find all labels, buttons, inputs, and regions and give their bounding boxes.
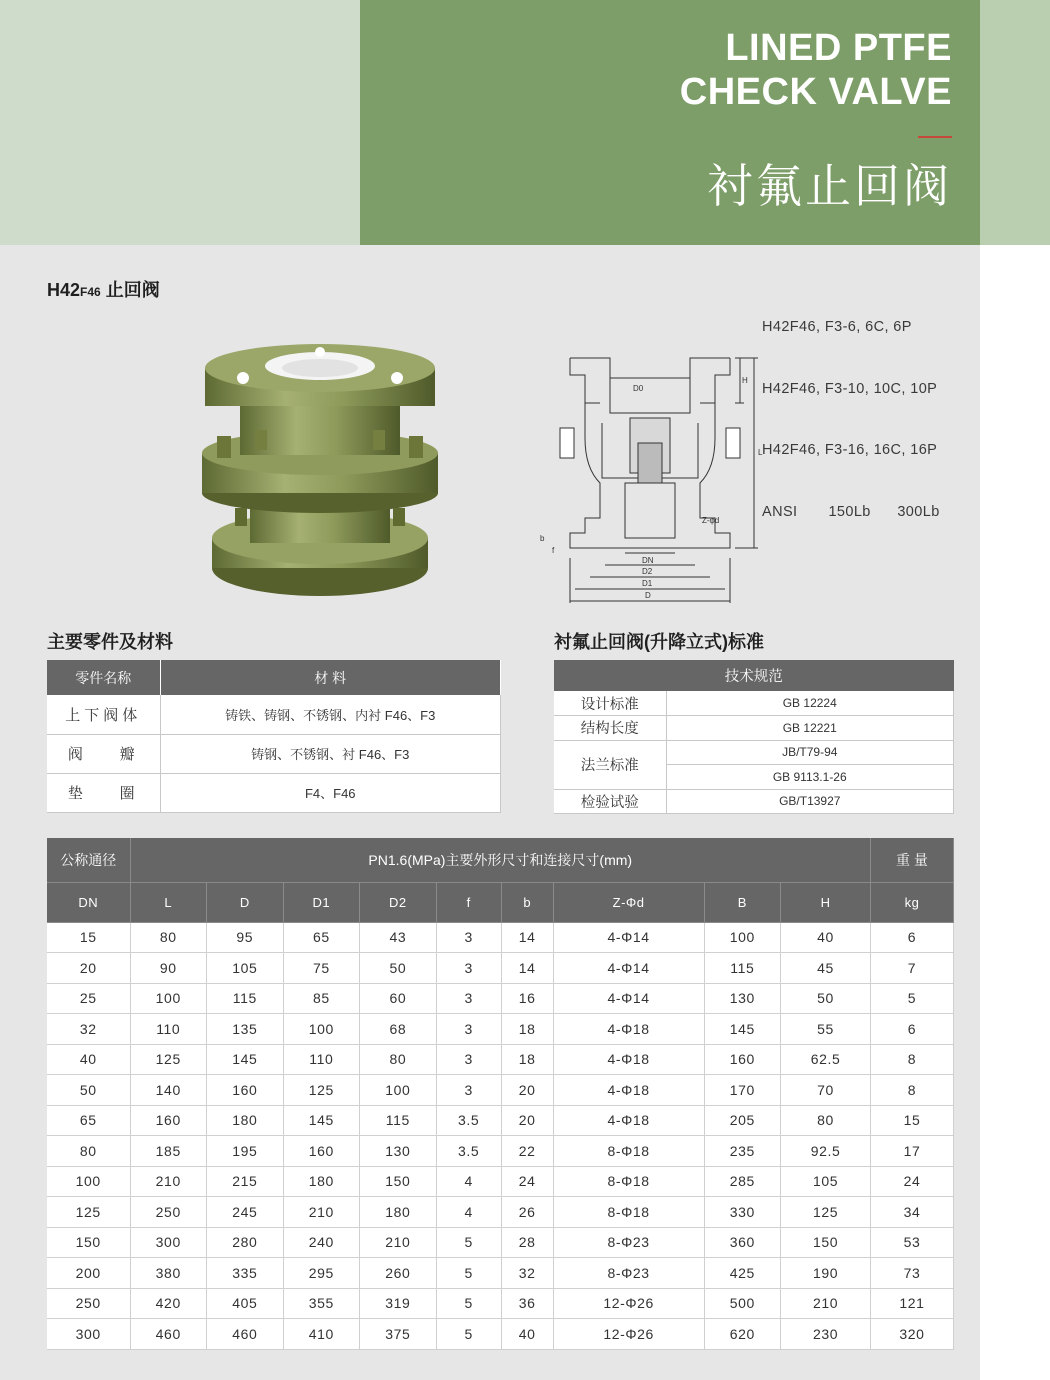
table-row xyxy=(47,695,501,734)
table-row xyxy=(554,789,954,814)
model-variant: H42F46, F3-10, 10C, 10P xyxy=(762,380,938,397)
model-title-sub: F46 xyxy=(80,285,101,299)
dims-cell: 130 xyxy=(704,983,781,1014)
dims-cell: 40 xyxy=(47,1044,130,1075)
dims-cell: 150 xyxy=(781,1227,871,1258)
dims-cell: 360 xyxy=(704,1227,781,1258)
dims-cell: 100 xyxy=(360,1075,437,1106)
dims-cell: 420 xyxy=(130,1288,207,1319)
dims-cell: 100 xyxy=(283,1014,360,1045)
dims-cell: 190 xyxy=(781,1258,871,1289)
dims-cell: 50 xyxy=(781,983,871,1014)
dims-cell: 40 xyxy=(501,1319,553,1350)
dims-cell: 80 xyxy=(781,1105,871,1136)
dims-cell: 20 xyxy=(501,1075,553,1106)
dims-cell: 5 xyxy=(436,1258,501,1289)
dims-cell: 20 xyxy=(47,953,130,984)
dims-cell: 205 xyxy=(704,1105,781,1136)
dims-cell: 85 xyxy=(283,983,360,1014)
dims-column-row xyxy=(47,882,954,922)
dims-cell: 4 xyxy=(436,1197,501,1228)
dims-cell: 7 xyxy=(871,953,954,984)
dims-cell: 500 xyxy=(704,1288,781,1319)
dims-cell: 210 xyxy=(360,1227,437,1258)
standard-value: GB 12224 xyxy=(666,691,954,716)
dims-cell: 80 xyxy=(130,922,207,953)
dims-cell: 68 xyxy=(360,1014,437,1045)
model-title-tail: 止回阀 xyxy=(100,280,160,300)
dims-cell: 100 xyxy=(47,1166,130,1197)
table-row xyxy=(47,922,954,953)
dims-cell: 140 xyxy=(130,1075,207,1106)
dims-cell: 5 xyxy=(436,1288,501,1319)
dims-cell: 70 xyxy=(781,1075,871,1106)
label-b: b xyxy=(540,534,545,543)
dims-cell: 330 xyxy=(704,1197,781,1228)
standard-value: GB 9113.1-26 xyxy=(666,765,954,790)
parts-header-name: 零件名称 xyxy=(47,660,160,695)
dims-header-right: 重 量 xyxy=(871,838,954,882)
dims-cell: 5 xyxy=(436,1227,501,1258)
part-material: 铸钢、不锈钢、衬 F46、F3 xyxy=(160,734,501,773)
dims-cell: 319 xyxy=(360,1288,437,1319)
dims-cell: 300 xyxy=(47,1319,130,1350)
dims-cell: 3.5 xyxy=(436,1136,501,1167)
dims-cell: 195 xyxy=(207,1136,284,1167)
dims-cell: 25 xyxy=(47,983,130,1014)
dims-cell: 3 xyxy=(436,1014,501,1045)
dims-cell: 80 xyxy=(360,1044,437,1075)
dims-cell: 260 xyxy=(360,1258,437,1289)
dims-cell: 15 xyxy=(871,1105,954,1136)
dims-cell: 110 xyxy=(283,1044,360,1075)
dims-cell: 36 xyxy=(501,1288,553,1319)
label-dn: DN xyxy=(642,556,654,565)
dims-cell: 17 xyxy=(871,1136,954,1167)
standard-value: GB 12221 xyxy=(666,716,954,741)
title-en-line2: CHECK VALVE xyxy=(679,71,952,113)
table-row xyxy=(47,1014,954,1045)
dims-cell: 170 xyxy=(704,1075,781,1106)
table-row xyxy=(47,1288,954,1319)
dims-cell: 180 xyxy=(283,1166,360,1197)
standard-label: 结构长度 xyxy=(554,716,666,741)
label-h: H xyxy=(742,376,748,385)
title-divider xyxy=(918,136,952,138)
standard-label: 法兰标准 xyxy=(554,740,666,789)
dims-cell: 3 xyxy=(436,953,501,984)
dims-cell: 285 xyxy=(704,1166,781,1197)
dims-cell: 65 xyxy=(47,1105,130,1136)
dims-cell: 145 xyxy=(283,1105,360,1136)
dims-cell: 160 xyxy=(704,1044,781,1075)
dims-cell: 8-Φ18 xyxy=(553,1166,704,1197)
table-row xyxy=(47,1258,954,1289)
dims-cell: 125 xyxy=(781,1197,871,1228)
dims-cell: 32 xyxy=(47,1014,130,1045)
table-row xyxy=(47,1136,954,1167)
dims-cell: 160 xyxy=(207,1075,284,1106)
part-material: F4、F46 xyxy=(160,773,501,812)
title-en xyxy=(680,26,952,114)
dims-cell: 8-Φ23 xyxy=(553,1227,704,1258)
dims-cell: 115 xyxy=(360,1105,437,1136)
standard-label: 检验试验 xyxy=(554,789,666,814)
dims-cell: 250 xyxy=(47,1288,130,1319)
dims-column-header: H xyxy=(781,882,871,922)
dims-column-header: B xyxy=(704,882,781,922)
dims-cell: 18 xyxy=(501,1014,553,1045)
dims-cell: 425 xyxy=(704,1258,781,1289)
dims-cell: 32 xyxy=(501,1258,553,1289)
dims-cell: 210 xyxy=(781,1288,871,1319)
dims-cell: 14 xyxy=(501,953,553,984)
dims-cell: 4-Φ18 xyxy=(553,1105,704,1136)
dims-cell: 125 xyxy=(130,1044,207,1075)
dims-cell: 50 xyxy=(47,1075,130,1106)
dims-cell: 28 xyxy=(501,1227,553,1258)
dims-cell: 8 xyxy=(871,1075,954,1106)
standard-label: 设计标准 xyxy=(554,691,666,716)
parts-table xyxy=(47,660,501,813)
table-row xyxy=(47,983,954,1014)
dims-cell: 92.5 xyxy=(781,1136,871,1167)
standard-section-title: 衬氟止回阀(升降立式)标准 xyxy=(554,632,764,652)
dims-cell: 3 xyxy=(436,1044,501,1075)
part-name: 上下阀体 xyxy=(47,695,160,734)
table-row xyxy=(47,1319,954,1350)
table-row xyxy=(47,1197,954,1228)
model-variant: ANSI 150Lb 300Lb xyxy=(762,503,940,520)
dims-cell: 4-Φ18 xyxy=(553,1075,704,1106)
header-right-panel xyxy=(980,0,1050,245)
dims-cell: 3 xyxy=(436,1075,501,1106)
title-cn: 衬氟止回阀 xyxy=(707,160,952,212)
parts-section-title: 主要零件及材料 xyxy=(47,632,173,652)
dims-cell: 300 xyxy=(130,1227,207,1258)
dims-cell: 405 xyxy=(207,1288,284,1319)
dims-cell: 34 xyxy=(871,1197,954,1228)
table-row xyxy=(554,691,954,716)
dims-cell: 250 xyxy=(130,1197,207,1228)
dims-cell: 8 xyxy=(871,1044,954,1075)
dims-cell: 8-Φ23 xyxy=(553,1258,704,1289)
dims-cell: 3 xyxy=(436,922,501,953)
dims-cell: 65 xyxy=(283,922,360,953)
valve-photo xyxy=(195,338,445,600)
dims-cell: 210 xyxy=(283,1197,360,1228)
valve-section-drawing xyxy=(530,343,770,608)
dims-cell: 14 xyxy=(501,922,553,953)
dims-cell: 215 xyxy=(207,1166,284,1197)
label-d1: D1 xyxy=(642,579,653,588)
dims-cell: 105 xyxy=(207,953,284,984)
dims-cell: 4-Φ14 xyxy=(553,953,704,984)
table-row xyxy=(47,1105,954,1136)
dims-cell: 12-Φ26 xyxy=(553,1319,704,1350)
dims-cell: 355 xyxy=(283,1288,360,1319)
dims-column-header: DN xyxy=(47,882,130,922)
dims-column-header: L xyxy=(130,882,207,922)
dims-cell: 62.5 xyxy=(781,1044,871,1075)
header-left-panel xyxy=(0,0,360,245)
table-row xyxy=(47,734,501,773)
standard-table xyxy=(554,660,954,814)
dims-column-header: b xyxy=(501,882,553,922)
dims-cell: 180 xyxy=(360,1197,437,1228)
dims-cell: 43 xyxy=(360,922,437,953)
dims-column-header: D2 xyxy=(360,882,437,922)
dims-cell: 100 xyxy=(130,983,207,1014)
label-l: L xyxy=(758,448,763,457)
model-title-main: H42 xyxy=(47,280,81,300)
model-variants xyxy=(762,276,940,543)
table-row xyxy=(47,1166,954,1197)
dims-cell: 295 xyxy=(283,1258,360,1289)
dimension-table xyxy=(47,838,954,1350)
dims-cell: 135 xyxy=(207,1014,284,1045)
dims-cell: 230 xyxy=(781,1319,871,1350)
standard-value: GB/T13927 xyxy=(666,789,954,814)
dims-cell: 150 xyxy=(47,1227,130,1258)
dims-cell: 245 xyxy=(207,1197,284,1228)
dims-cell: 60 xyxy=(360,983,437,1014)
dims-cell: 95 xyxy=(207,922,284,953)
label-f: f xyxy=(552,546,555,555)
dims-cell: 115 xyxy=(207,983,284,1014)
dims-cell: 160 xyxy=(283,1136,360,1167)
dims-cell: 73 xyxy=(871,1258,954,1289)
dims-cell: 4-Φ18 xyxy=(553,1044,704,1075)
dims-header-left: 公称通径 xyxy=(47,838,130,882)
dims-cell: 620 xyxy=(704,1319,781,1350)
dims-cell: 460 xyxy=(130,1319,207,1350)
table-row xyxy=(47,1227,954,1258)
dims-cell: 375 xyxy=(360,1319,437,1350)
dims-cell: 5 xyxy=(436,1319,501,1350)
dims-cell: 4 xyxy=(436,1166,501,1197)
dims-cell: 145 xyxy=(207,1044,284,1075)
standard-header: 技术规范 xyxy=(554,660,954,691)
label-d: D xyxy=(645,591,651,600)
table-row xyxy=(47,1075,954,1106)
table-row xyxy=(554,716,954,741)
dims-cell: 4-Φ14 xyxy=(553,983,704,1014)
dims-cell: 3.5 xyxy=(436,1105,501,1136)
table-row xyxy=(47,953,954,984)
model-variant: H42F46, F3-6, 6C, 6P xyxy=(762,319,912,335)
table-row xyxy=(47,1044,954,1075)
part-material: 铸铁、铸钢、不锈钢、内衬 F46、F3 xyxy=(160,695,501,734)
label-d2: D2 xyxy=(642,567,653,576)
dims-cell: 335 xyxy=(207,1258,284,1289)
dims-column-header: f xyxy=(436,882,501,922)
dims-cell: 90 xyxy=(130,953,207,984)
dims-cell: 121 xyxy=(871,1288,954,1319)
model-variant: H42F46, F3-16, 16C, 16P xyxy=(762,442,938,458)
part-name: 垫 圈 xyxy=(47,773,160,812)
dims-column-header: D1 xyxy=(283,882,360,922)
dims-cell: 185 xyxy=(130,1136,207,1167)
dims-cell: 15 xyxy=(47,922,130,953)
model-title xyxy=(47,276,160,302)
dims-cell: 460 xyxy=(207,1319,284,1350)
dims-cell: 210 xyxy=(130,1166,207,1197)
dims-cell: 80 xyxy=(47,1136,130,1167)
dims-cell: 150 xyxy=(360,1166,437,1197)
dims-cell: 40 xyxy=(781,922,871,953)
dims-cell: 115 xyxy=(704,953,781,984)
dims-cell: 16 xyxy=(501,983,553,1014)
table-row xyxy=(47,773,501,812)
dims-cell: 280 xyxy=(207,1227,284,1258)
dims-cell: 18 xyxy=(501,1044,553,1075)
dims-cell: 45 xyxy=(781,953,871,984)
dims-cell: 12-Φ26 xyxy=(553,1288,704,1319)
dims-cell: 5 xyxy=(871,983,954,1014)
dims-cell: 160 xyxy=(130,1105,207,1136)
dims-cell: 240 xyxy=(283,1227,360,1258)
dims-cell: 320 xyxy=(871,1319,954,1350)
dims-cell: 105 xyxy=(781,1166,871,1197)
dims-cell: 24 xyxy=(871,1166,954,1197)
part-name: 阀 瓣 xyxy=(47,734,160,773)
dims-cell: 75 xyxy=(283,953,360,984)
dims-cell: 6 xyxy=(871,922,954,953)
side-strip xyxy=(980,245,1050,1380)
dims-cell: 125 xyxy=(47,1197,130,1228)
dims-cell: 125 xyxy=(283,1075,360,1106)
dims-cell: 6 xyxy=(871,1014,954,1045)
dims-cell: 410 xyxy=(283,1319,360,1350)
dims-cell: 3 xyxy=(436,983,501,1014)
dims-cell: 55 xyxy=(781,1014,871,1045)
dims-cell: 20 xyxy=(501,1105,553,1136)
dims-cell: 22 xyxy=(501,1136,553,1167)
dims-cell: 8-Φ18 xyxy=(553,1197,704,1228)
dims-cell: 50 xyxy=(360,953,437,984)
dims-cell: 4-Φ18 xyxy=(553,1014,704,1045)
dims-column-header: kg xyxy=(871,882,954,922)
label-zd: Z-φd xyxy=(702,516,720,525)
dims-cell: 8-Φ18 xyxy=(553,1136,704,1167)
dims-cell: 4-Φ14 xyxy=(553,922,704,953)
dims-cell: 180 xyxy=(207,1105,284,1136)
dims-cell: 145 xyxy=(704,1014,781,1045)
dims-cell: 130 xyxy=(360,1136,437,1167)
standard-value: JB/T79-94 xyxy=(666,740,954,765)
dims-cell: 235 xyxy=(704,1136,781,1167)
dims-header-mid: PN1.6(MPa)主要外形尺寸和连接尺寸(mm) xyxy=(130,838,871,882)
dims-cell: 26 xyxy=(501,1197,553,1228)
parts-header-material: 材 料 xyxy=(160,660,501,695)
dims-column-header: Z-Φd xyxy=(553,882,704,922)
dims-cell: 100 xyxy=(704,922,781,953)
title-en-line1: LINED PTFE xyxy=(725,27,952,69)
dims-cell: 380 xyxy=(130,1258,207,1289)
dims-cell: 200 xyxy=(47,1258,130,1289)
table-row xyxy=(554,740,954,765)
dims-cell: 24 xyxy=(501,1166,553,1197)
dims-column-header: D xyxy=(207,882,284,922)
dims-cell: 110 xyxy=(130,1014,207,1045)
dims-cell: 53 xyxy=(871,1227,954,1258)
label-d0: D0 xyxy=(633,384,644,393)
